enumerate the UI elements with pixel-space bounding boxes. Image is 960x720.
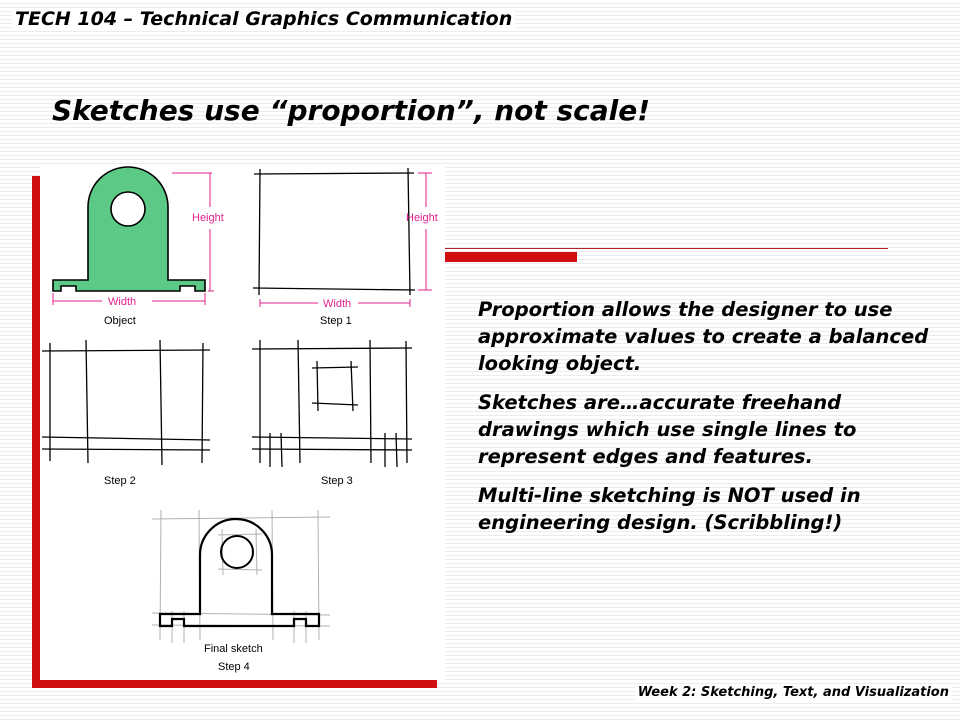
- step1-dimensions: [260, 173, 432, 307]
- paragraph-proportion: Proportion allows the designer to use approximate values to create a balanced looking object.: [478, 298, 929, 375]
- object-drawing: [53, 167, 205, 291]
- slide-title: Sketches use “proportion”, not scale!: [52, 94, 651, 127]
- height-label-step1: Height: [406, 212, 438, 224]
- figure-frame-bottom: [32, 680, 437, 688]
- object-hole: [111, 192, 145, 226]
- width-label-object: Width: [108, 296, 137, 308]
- caption-final-sketch: Final sketch: [204, 643, 263, 655]
- footer-week-label: Week 2: Sketching, Text, and Visualization: [635, 685, 952, 700]
- width-label-step1: Width: [323, 298, 352, 310]
- accent-block: [445, 252, 577, 262]
- step2-sketch: [42, 340, 210, 465]
- caption-object: Object: [104, 315, 136, 327]
- accent-line: [445, 248, 888, 249]
- paragraph-multiline: Multi-line sketching is NOT used in engineering design. (Scribbling!): [478, 484, 861, 534]
- step1-sketch: [253, 168, 415, 295]
- caption-step4: Step 4: [218, 661, 250, 673]
- caption-step1: Step 1: [320, 315, 352, 327]
- height-label-object: Height: [192, 212, 224, 224]
- step4-construction-lines: [152, 510, 330, 643]
- paragraph-sketches: Sketches are…accurate freehand drawings which use single lines to represent edges and features.: [478, 391, 857, 468]
- caption-step3: Step 3: [321, 475, 353, 487]
- sketch-steps-figure: [40, 165, 445, 680]
- caption-step2: Step 2: [104, 475, 136, 487]
- figure-frame-left: [32, 176, 40, 688]
- body-text: [478, 296, 948, 548]
- course-title: TECH 104 – Technical Graphics Communication: [12, 8, 515, 30]
- step3-sketch: [252, 340, 412, 467]
- final-sketch-drawing: [160, 519, 319, 626]
